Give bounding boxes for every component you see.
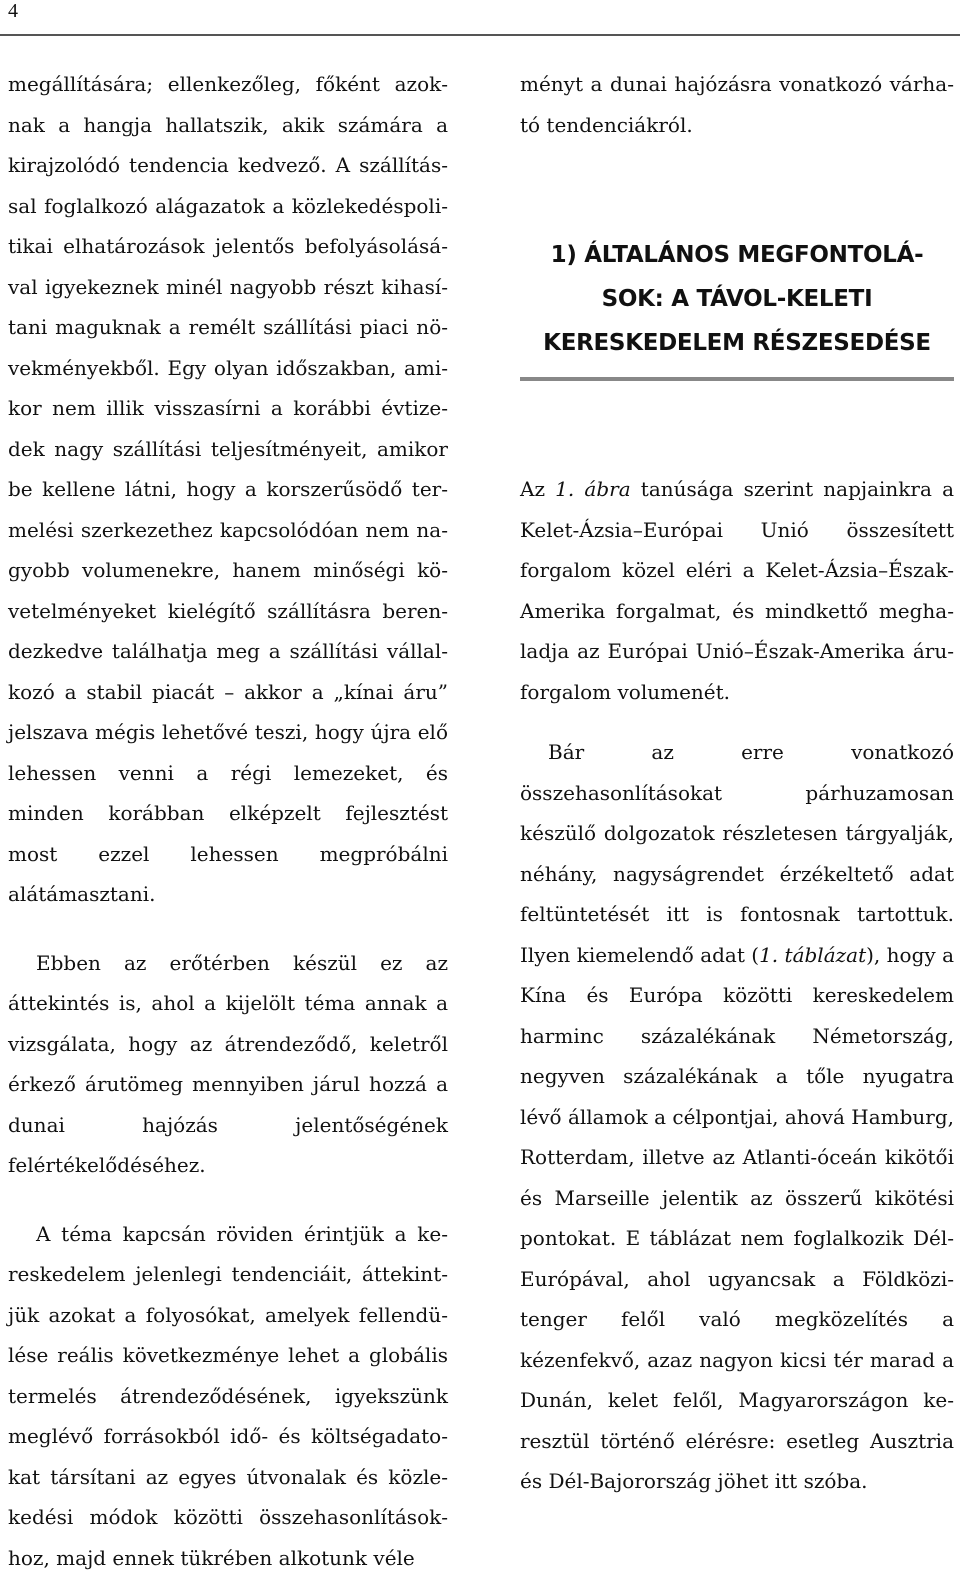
body-paragraph: Ebben az erőtérben készül ez az áttekintés is, ahol a kijelölt téma annak a vizsgálata, hogy az átrendeződő, keletről érkező árutömeg mennyiben járul hozzá a dunai hajózás jelentőségének felértékelődéséhez.	[8, 943, 448, 1186]
body-paragraph: A téma kapcsán röviden érintjük a kereskedelem jelenlegi tendenciáit, áttekintjük azokat a folyosókat, amelyek fellendülése reális következménye lehet a globális termelés átrendeződésének, igyekszünk meglévő forrásokból idő- és költségadatokat társítani az egyes útvonalak és közlekedési módok közötti összehasonlításokhoz, majd ennek tükrében alkotunk véle	[8, 1214, 448, 1578]
body-paragraph: ményt a dunai hajózásra vonatkozó várható tendenciákról.	[520, 64, 954, 145]
page-number: 4	[8, 0, 18, 23]
heading-line: 1) ÁLTALÁNOS MEGFONTOLÁ-	[520, 233, 954, 277]
left-column	[8, 64, 448, 1578]
text-run: tanúsága szerint napjainkra a Kelet-Ázsia–Európai Unió összesített forgalom közel eléri a Kelet-Ázsia–Észak-Amerika forgalmat, és mindkettő meghaladja az Európai Unió–Észak-Amerika áruforgalom volumenét.	[520, 477, 954, 704]
text-run: ), hogy a Kína és Európa közötti kereskedelem harminc százalékának Németország, negyven százalékának a tőle nyugatra lévő államok a célpontjai, ahová Hamburg, Rotterdam, illetve az Atlanti-óceán kikötői és Marseille jelentik az összerű kikötési pontokat. E táblázat nem foglalkozik Dél-Európával, ahol ugyancsak a Földközi-tenger felől való megközelítés a kézenfekvő, azaz nagyon kicsi tér marad a Dunán, kelet felől, Magyarországon keresztül történő elérésre: esetleg Ausztria és Dél-Bajorország jöhet itt szóba.	[520, 943, 954, 1494]
heading-line: KERESKEDELEM RÉSZESEDÉSE	[520, 321, 954, 365]
heading-line: SOK: A TÁVOL-KELETI	[520, 277, 954, 321]
body-paragraph: megállítására; ellenkezőleg, főként azoknak a hangja hallatszik, akik számára a kirajzolódó tendencia kedvező. A szállítással foglalkozó alágazatok a közlekedéspolitikai elhatározások jelentős befolyásolásával igyekeznek minél nagyobb részt kihasítani maguknak a remélt szállítási piaci növekményekből. Egy olyan időszakban, amikor nem illik visszasírni a korábbi évtizedek nagy szállítási teljesítményeit, amikor be kellene látni, hogy a korszerűsödő termelési szerkezethez kapcsolódóan nem nagyobb volumenekre, hanem minőségi követelményeket kielégítő szállításra berendezkedve találhatja meg a szállítási vállalkozó a stabil piacát – akkor a „kínai áru” jelszava mégis lehetővé teszi, hogy újra elő lehessen venni a régi lemezeket, és minden korábban elképzelt fejlesztést most ezzel lehessen megpróbálni alátámasztani.	[8, 64, 448, 915]
text-run: Az	[520, 477, 555, 501]
table-reference: 1. táblázat	[759, 943, 866, 967]
header-rule	[0, 34, 960, 36]
body-paragraph	[520, 469, 954, 712]
right-column	[520, 64, 954, 1502]
body-paragraph	[520, 732, 954, 1502]
figure-reference: 1. ábra	[555, 477, 630, 501]
text-run: Bár az erre vonatkozó összehasonlításokat párhuzamosan készülő dolgozatok részletesen tárgyalják, néhány, nagyságrendet érzékeltető adat feltüntetését itt is fontosnak tartottuk. Ilyen kiemelendő adat (	[520, 740, 954, 967]
section-heading	[520, 233, 954, 365]
